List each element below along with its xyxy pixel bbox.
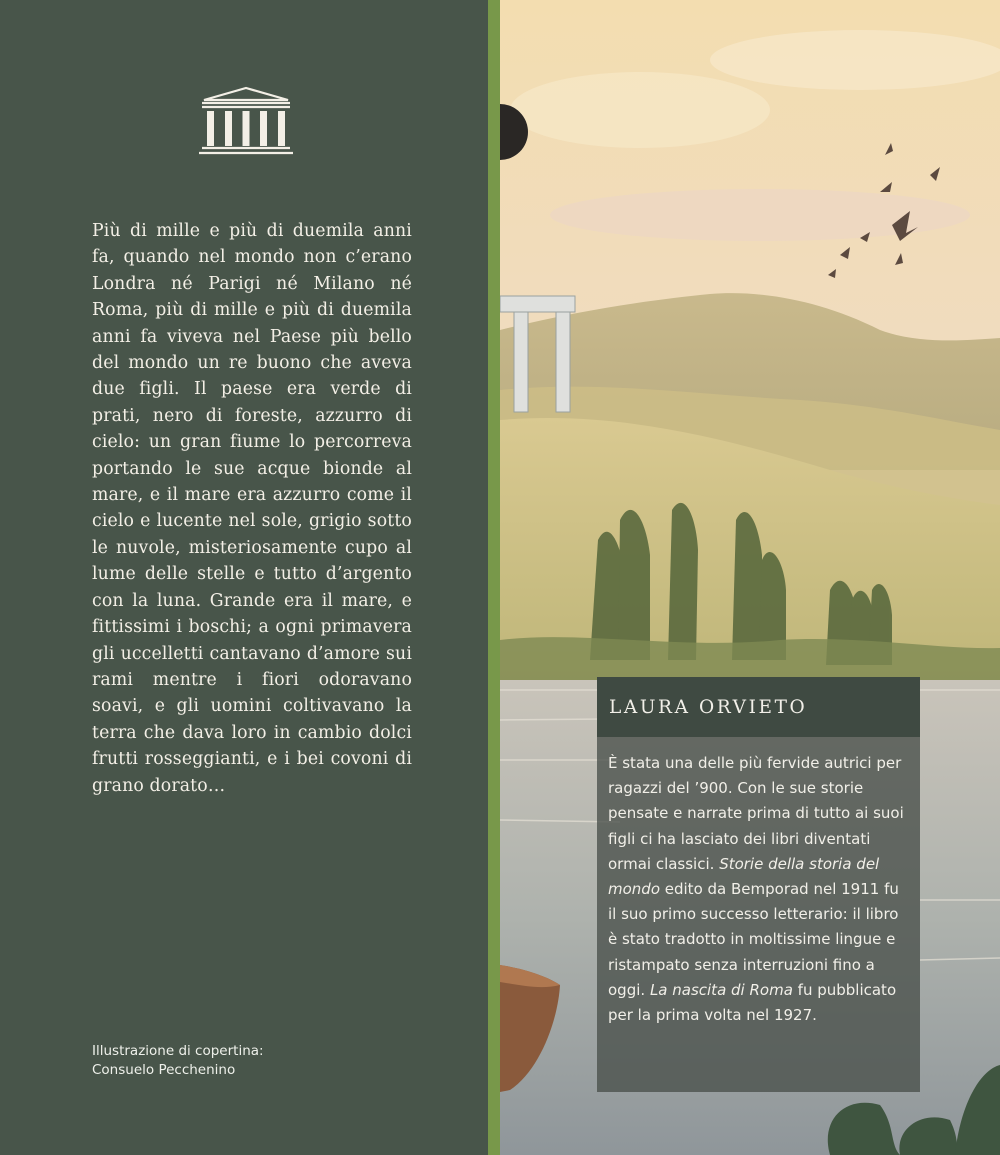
back-cover-panel bbox=[0, 0, 488, 1155]
spine-stripe bbox=[488, 0, 500, 1155]
bio-book-title-2: La nascita di Roma bbox=[649, 980, 793, 999]
author-name-bar bbox=[597, 677, 920, 737]
bio-book-title-1: Storie della storia del mondo bbox=[608, 854, 880, 899]
bio-text-2: edito da Bemporad nel 1911 fu il suo primo successo letterario: il libro è stato tradotto in moltissime lingue e ristampato senza interruzioni fino a oggi. bbox=[608, 880, 899, 999]
credit-label: Illustrazione di copertina: bbox=[92, 1043, 264, 1059]
bio-text-1: È stata una delle più fervide autrici per ragazzi del ’900. Con le sue storie pensate e narrate prima di tutto ai suoi figli ci ha lasciato dei libri diventati ormai classici. bbox=[608, 754, 904, 873]
bio-text-3: fu pubblicato per la prima volta nel 1927. bbox=[608, 980, 897, 1025]
author-bio-card bbox=[597, 677, 920, 1092]
author-name: LAURA ORVIETO bbox=[609, 696, 808, 718]
credit-illustrator: Consuelo Pecchenino bbox=[92, 1062, 236, 1078]
cover-illustration-credit bbox=[92, 1042, 392, 1080]
temple-logo-icon bbox=[196, 86, 296, 158]
author-biography bbox=[597, 737, 920, 1028]
book-blurb: Più di mille e più di duemila anni fa, quando nel mondo non c’erano Londra né Parigi né Milano né Roma, più di mille e più di duemila anni fa viveva nel Paese più bello del mondo un re buono che aveva due figli. Il paese era verde di prati, nero di foreste, azzurro di cielo: un gran fiume lo percorreva portando le sue acque bionde al mare, e il mare era azzurro come il cielo e lucente nel sole, grigio sotto le nuvole, misteriosamente cupo al lume delle stelle e tutto d’argento con la luna. Grande era il mare, e fittissimi i boschi; a ogni primavera gli uccelletti cantavano d’amore sui rami mentre i fiori odoravano soavi, e gli uomini coltivavano la terra che dava loro in cambio dolci frutti rosseggianti, e i bei covoni di grano dorato… bbox=[92, 221, 412, 796]
